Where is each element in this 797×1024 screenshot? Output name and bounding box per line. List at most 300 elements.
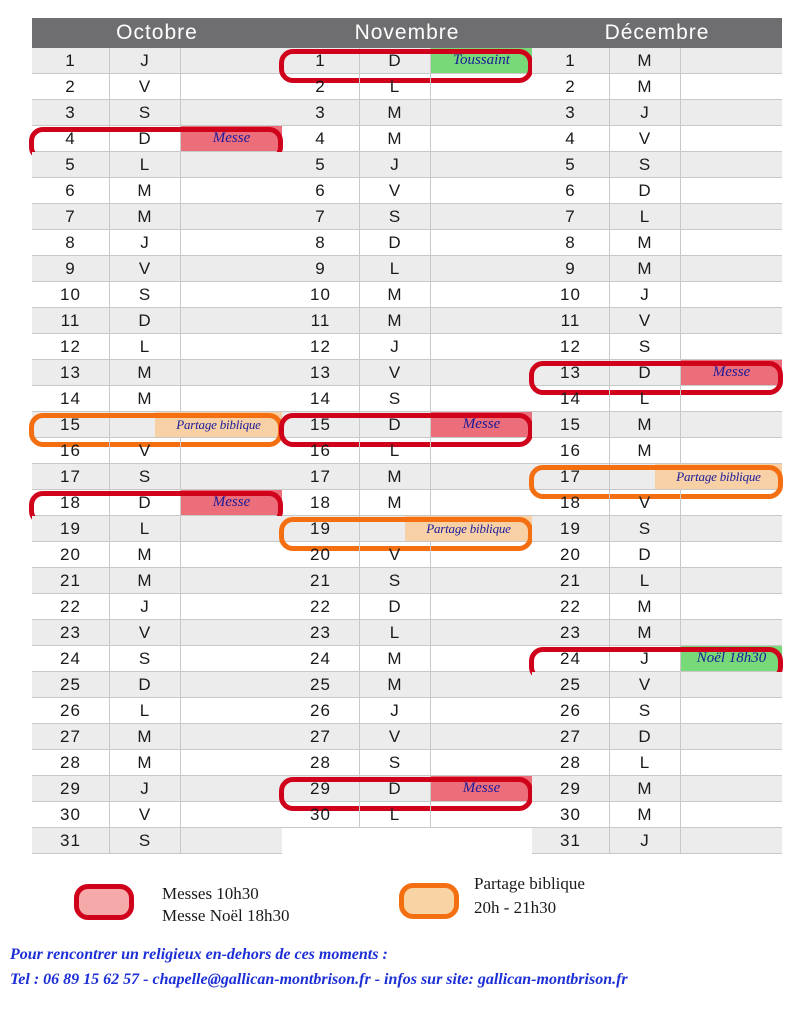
day-number: 23 [282,620,360,646]
day-of-week: M [360,100,431,126]
day-number: 2 [282,74,360,100]
event-cell [431,360,532,386]
event-cell [681,672,782,698]
event-cell [431,100,532,126]
event-cell [431,750,532,776]
day-row [282,438,532,464]
day-of-week: D [360,776,431,802]
day-row [282,464,532,490]
event-cell [181,828,282,854]
day-number: 7 [282,204,360,230]
day-of-week: J [360,334,431,360]
day-number: 9 [532,256,610,282]
day-of-week: M [360,646,431,672]
day-number: 14 [32,386,110,412]
day-of-week: L [610,568,681,594]
month-header: Octobre [32,18,282,48]
event-cell [431,152,532,178]
day-of-week: J [610,646,681,672]
day-of-week: M [360,672,431,698]
legend-messe-swatch [74,884,134,920]
event-label: Messe [431,776,532,802]
event-cell [431,126,532,152]
day-number: 4 [532,126,610,152]
day-row [532,256,782,282]
day-of-week: M [110,178,181,204]
day-of-week: S [110,282,181,308]
event-label: Partage biblique [155,412,282,438]
day-number: 1 [532,48,610,74]
day-of-week: V [360,542,431,568]
day-of-week: V [610,308,681,334]
month-header: Novembre [282,18,532,48]
day-number: 12 [282,334,360,360]
day-row [32,152,282,178]
day-row [532,334,782,360]
day-number: 13 [532,360,610,386]
day-of-week: M [610,74,681,100]
day-number: 15 [282,412,360,438]
day-of-week: J [360,152,431,178]
day-number: 29 [32,776,110,802]
day-number: 8 [532,230,610,256]
day-of-week: S [360,204,431,230]
day-number: 11 [282,308,360,334]
day-number: 21 [532,568,610,594]
event-cell [431,620,532,646]
day-number: 7 [32,204,110,230]
day-number: 16 [282,438,360,464]
day-number: 4 [282,126,360,152]
day-of-week: D [110,490,181,516]
day-of-week: S [360,568,431,594]
day-of-week: S [110,828,181,854]
day-row [32,256,282,282]
event-cell [181,438,282,464]
day-row [532,776,782,802]
event-cell [681,152,782,178]
day-number: 17 [532,464,610,490]
day-number: 6 [32,178,110,204]
day-number: 24 [32,646,110,672]
day-row [32,724,282,750]
day-number: 23 [532,620,610,646]
event-cell [681,750,782,776]
day-number: 16 [532,438,610,464]
footer-contact: Tel : 06 89 15 62 57 - chapelle@gallican-montbrison.fr - infos sur site: gallican-montbrison.fr [10,971,628,988]
month-column [532,18,782,850]
event-label: Partage biblique [405,516,532,542]
day-number: 19 [282,516,360,542]
event-cell [181,152,282,178]
day-of-week: D [110,308,181,334]
day-row [32,750,282,776]
event-cell [431,204,532,230]
day-number: 1 [32,48,110,74]
event-cell [681,334,782,360]
day-of-week: M [110,204,181,230]
day-number: 22 [282,594,360,620]
month-column [282,18,532,850]
event-cell [431,698,532,724]
event-cell [181,568,282,594]
day-row [532,48,782,74]
day-number: 19 [532,516,610,542]
day-of-week: J [360,698,431,724]
day-row [32,386,282,412]
day-row [532,698,782,724]
day-row [532,828,782,854]
day-of-week: D [360,412,431,438]
day-row [282,490,532,516]
day-of-week: J [110,594,181,620]
day-number: 25 [282,672,360,698]
day-row [532,568,782,594]
day-of-week: D [360,594,431,620]
day-number: 26 [532,698,610,724]
day-of-week: S [610,516,681,542]
day-row [282,672,532,698]
day-number: 4 [32,126,110,152]
day-row [532,464,782,490]
event-cell [681,308,782,334]
day-number: 5 [282,152,360,178]
day-of-week: L [610,750,681,776]
day-of-week: L [110,152,181,178]
day-row [32,464,282,490]
day-of-week: V [110,256,181,282]
day-row [32,334,282,360]
day-of-week: V [110,438,181,464]
event-cell [681,828,782,854]
day-row [282,230,532,256]
event-cell [181,308,282,334]
event-cell [681,490,782,516]
event-cell [431,646,532,672]
event-cell [681,204,782,230]
day-number: 10 [32,282,110,308]
day-number: 27 [32,724,110,750]
day-of-week: M [360,282,431,308]
day-of-week: M [610,412,681,438]
day-row [532,438,782,464]
event-cell [681,542,782,568]
day-number: 24 [282,646,360,672]
day-row [532,308,782,334]
day-number: 12 [32,334,110,360]
day-of-week: M [110,360,181,386]
day-row [32,230,282,256]
day-number: 22 [32,594,110,620]
event-cell [431,334,532,360]
event-cell [681,256,782,282]
day-number: 3 [532,100,610,126]
day-number: 11 [532,308,610,334]
day-row [282,516,532,542]
event-cell [181,776,282,802]
event-cell [181,386,282,412]
day-row [32,698,282,724]
day-row [32,204,282,230]
day-row [532,620,782,646]
day-of-week: V [610,490,681,516]
day-of-week: M [610,594,681,620]
day-number: 6 [282,178,360,204]
day-row [282,204,532,230]
event-cell [431,672,532,698]
day-of-week: M [360,490,431,516]
day-number: 21 [282,568,360,594]
event-cell [681,178,782,204]
event-cell [681,386,782,412]
day-row [32,672,282,698]
event-cell [181,724,282,750]
day-row [532,152,782,178]
day-of-week: M [110,750,181,776]
day-number: 30 [282,802,360,828]
event-label: Noël 18h30 [681,646,782,672]
event-cell [431,802,532,828]
event-cell [181,282,282,308]
day-row [282,308,532,334]
day-row [32,412,282,438]
day-of-week: L [110,516,181,542]
day-of-week: M [110,542,181,568]
day-number: 7 [532,204,610,230]
day-row [532,126,782,152]
day-row [532,74,782,100]
day-row [32,126,282,152]
event-cell [431,74,532,100]
day-row [32,74,282,100]
day-row [532,490,782,516]
day-number: 14 [532,386,610,412]
event-cell [181,802,282,828]
day-of-week: M [610,620,681,646]
event-cell [431,256,532,282]
day-row [282,282,532,308]
calendar [32,18,782,850]
day-row [532,516,782,542]
day-number: 14 [282,386,360,412]
day-row [282,698,532,724]
month-header: Décembre [532,18,782,48]
day-number: 18 [282,490,360,516]
day-number: 13 [282,360,360,386]
day-number: 26 [32,698,110,724]
day-number: 19 [32,516,110,542]
day-of-week: S [110,646,181,672]
day-of-week: J [610,828,681,854]
day-row [32,542,282,568]
day-row [282,48,532,74]
day-row [532,360,782,386]
event-cell [431,464,532,490]
day-number: 31 [32,828,110,854]
day-of-week: M [360,126,431,152]
day-row [282,802,532,828]
event-cell [181,516,282,542]
day-row [532,282,782,308]
event-cell [681,620,782,646]
day-row [282,750,532,776]
day-of-week: M [610,802,681,828]
day-row [282,74,532,100]
event-cell [681,230,782,256]
day-number: 11 [32,308,110,334]
day-number: 3 [282,100,360,126]
day-number: 3 [32,100,110,126]
day-number: 25 [532,672,610,698]
day-number: 5 [532,152,610,178]
day-of-week: M [110,386,181,412]
day-row [282,360,532,386]
day-row [32,360,282,386]
day-number: 18 [532,490,610,516]
day-number: 2 [32,74,110,100]
event-cell [431,438,532,464]
event-cell [431,594,532,620]
event-cell [681,126,782,152]
event-cell [681,724,782,750]
day-number: 16 [32,438,110,464]
day-row [32,828,282,854]
event-cell [181,594,282,620]
month-column [32,18,282,850]
event-cell [681,698,782,724]
day-of-week: M [110,724,181,750]
day-number: 2 [532,74,610,100]
day-of-week: D [360,230,431,256]
legend-messe-label: Messes 10h30 [162,884,259,903]
legend-partage-hours: 20h - 21h30 [474,898,557,917]
day-number: 6 [532,178,610,204]
day-number: 5 [32,152,110,178]
event-cell [181,74,282,100]
day-of-week: M [610,230,681,256]
day-of-week: V [610,126,681,152]
event-cell [681,48,782,74]
event-cell [431,568,532,594]
event-cell [181,620,282,646]
day-of-week: V [360,178,431,204]
day-number: 15 [32,412,110,438]
day-of-week: L [360,620,431,646]
day-number: 30 [32,802,110,828]
day-row [32,100,282,126]
day-of-week: L [110,334,181,360]
day-row [32,594,282,620]
day-number: 10 [532,282,610,308]
day-of-week: J [110,230,181,256]
day-row [282,568,532,594]
day-row [282,256,532,282]
event-cell [181,672,282,698]
legend-noel-label: Messe Noël 18h30 [162,906,290,925]
day-of-week: V [360,360,431,386]
day-row [532,594,782,620]
event-cell [431,386,532,412]
event-cell [681,516,782,542]
event-cell [681,568,782,594]
day-number: 17 [282,464,360,490]
day-row [282,620,532,646]
event-cell [181,256,282,282]
event-cell [681,594,782,620]
day-row [532,542,782,568]
day-row [282,542,532,568]
event-cell [431,542,532,568]
day-number: 30 [532,802,610,828]
day-number: 20 [532,542,610,568]
day-row [282,646,532,672]
event-cell [681,282,782,308]
day-number: 12 [532,334,610,360]
day-of-week: L [360,802,431,828]
day-of-week: L [360,74,431,100]
day-row [282,724,532,750]
day-row [32,48,282,74]
day-row [282,386,532,412]
event-cell [681,412,782,438]
event-cell [431,178,532,204]
day-of-week: D [110,126,181,152]
day-number: 18 [32,490,110,516]
day-of-week: L [610,204,681,230]
day-row [32,620,282,646]
day-row [532,646,782,672]
day-number: 27 [282,724,360,750]
day-of-week: D [610,178,681,204]
event-label: Toussaint [431,48,532,74]
day-number: 8 [282,230,360,256]
event-cell [181,100,282,126]
event-label: Messe [681,360,782,386]
day-row [532,802,782,828]
day-row [32,568,282,594]
day-of-week: M [610,48,681,74]
day-number: 15 [532,412,610,438]
day-of-week: M [610,776,681,802]
legend-partage-swatch [399,883,459,919]
event-cell [431,308,532,334]
day-number: 20 [32,542,110,568]
day-of-week: V [360,724,431,750]
day-row [32,802,282,828]
day-of-week: D [360,48,431,74]
day-row [32,516,282,542]
day-of-week: D [610,360,681,386]
day-number: 22 [532,594,610,620]
event-cell [681,74,782,100]
event-label: Messe [181,490,282,516]
day-number: 23 [32,620,110,646]
day-row [282,412,532,438]
day-row [32,178,282,204]
event-cell [181,48,282,74]
event-cell [681,776,782,802]
event-cell [431,282,532,308]
day-row [32,438,282,464]
day-row [532,100,782,126]
event-cell [431,490,532,516]
event-cell [181,360,282,386]
day-of-week: D [610,542,681,568]
day-number: 25 [32,672,110,698]
day-row [532,412,782,438]
event-cell [681,802,782,828]
day-of-week: V [110,802,181,828]
